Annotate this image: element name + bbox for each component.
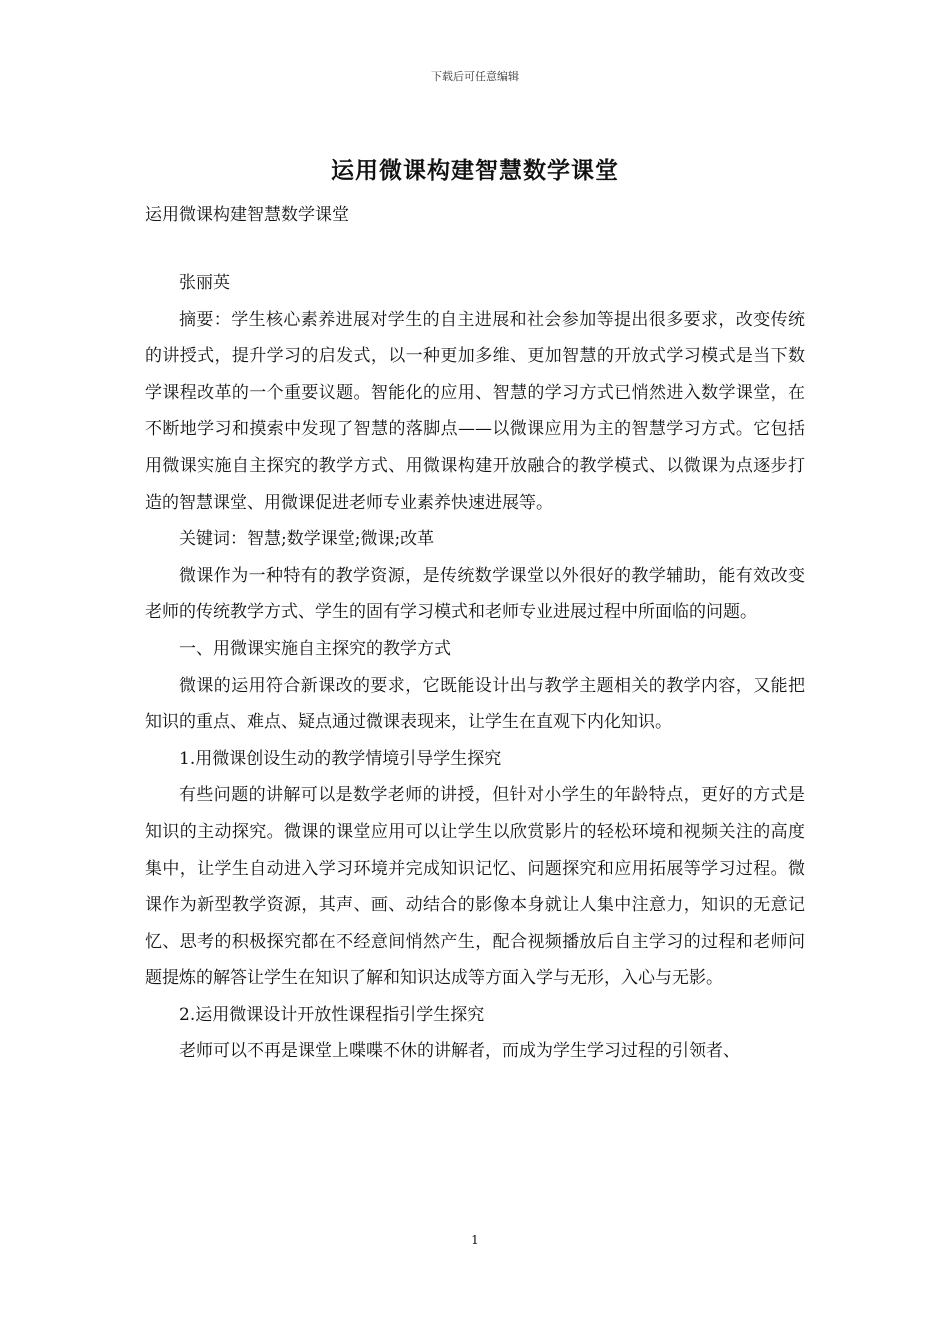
subsection-heading: 1.用微课创设生动的教学情境引导学生探究 [179, 748, 502, 769]
section-heading: 一、用微课实施自主探究的教学方式 [179, 638, 451, 659]
author-line: 张丽英 [179, 273, 230, 293]
document-subtitle: 运用微课构建智慧数学课堂 [145, 205, 349, 225]
page-number: 1 [471, 1233, 479, 1247]
body-paragraph: 有些问题的讲解可以是数学老师的讲授，但针对小学生的年龄特点，更好的方式是知识的主动探究。微课的课堂应用可以让学生以欣赏影片的轻松环境和视频关注的高度集中，让学生自动进入学习环境并完成知识记忆、问题探究和应用拓展等学习过程。微课作为新型教学资源，其声、画、动结合的影像本身就让人集中注意力，知识的无意记忆、思考的积极探究都在不经意间悄然产生，配合视频播放后自主学习的过程和老师问题提炼的解答让学生在知识了解和知识达成等方面入学与无形，入心与无影。 [145, 785, 805, 989]
document-title: 运用微课构建智慧数学课堂 [331, 157, 619, 184]
document-body [145, 265, 805, 1070]
header-note: 下载后可任意编辑 [431, 70, 519, 83]
body-paragraph: 微课作为一种特有的教学资源，是传统数学课堂以外很好的教学辅助，能有效改变老师的传统教学方式、学生的固有学习模式和老师专业进展过程中所面临的问题。 [145, 565, 805, 623]
subsection-heading: 2.运用微课设计开放性课程指引学生探究 [179, 1004, 485, 1025]
body-paragraph: 微课的运用符合新课改的要求，它既能设计出与教学主题相关的教学内容，又能把知识的重点、难点、疑点通过微课表现来，让学生在直观下内化知识。 [145, 675, 805, 733]
abstract-paragraph: 摘要：学生核心素养进展对学生的自主进展和社会参加等提出很多要求，改变传统的讲授式，提升学习的启发式，以一种更加多维、更加智慧的开放式学习模式是当下数学课程改革的一个重要议题。智能化的应用、智慧的学习方式已悄然进入数学课堂，在不断地学习和摸索中发现了智慧的落脚点——以微课应用为主的智慧学习方式。它包括用微课实施自主探究的教学方式、用微课构建开放融合的教学模式、以微课为点逐步打造的智慧课堂、用微课促进老师专业素养快速进展等。 [145, 309, 805, 513]
body-paragraph: 老师可以不再是课堂上喋喋不休的讲解者，而成为学生学习过程的引领者、 [179, 1041, 740, 1062]
keywords-paragraph: 关键词：智慧;数学课堂;微课;改革 [179, 529, 435, 550]
